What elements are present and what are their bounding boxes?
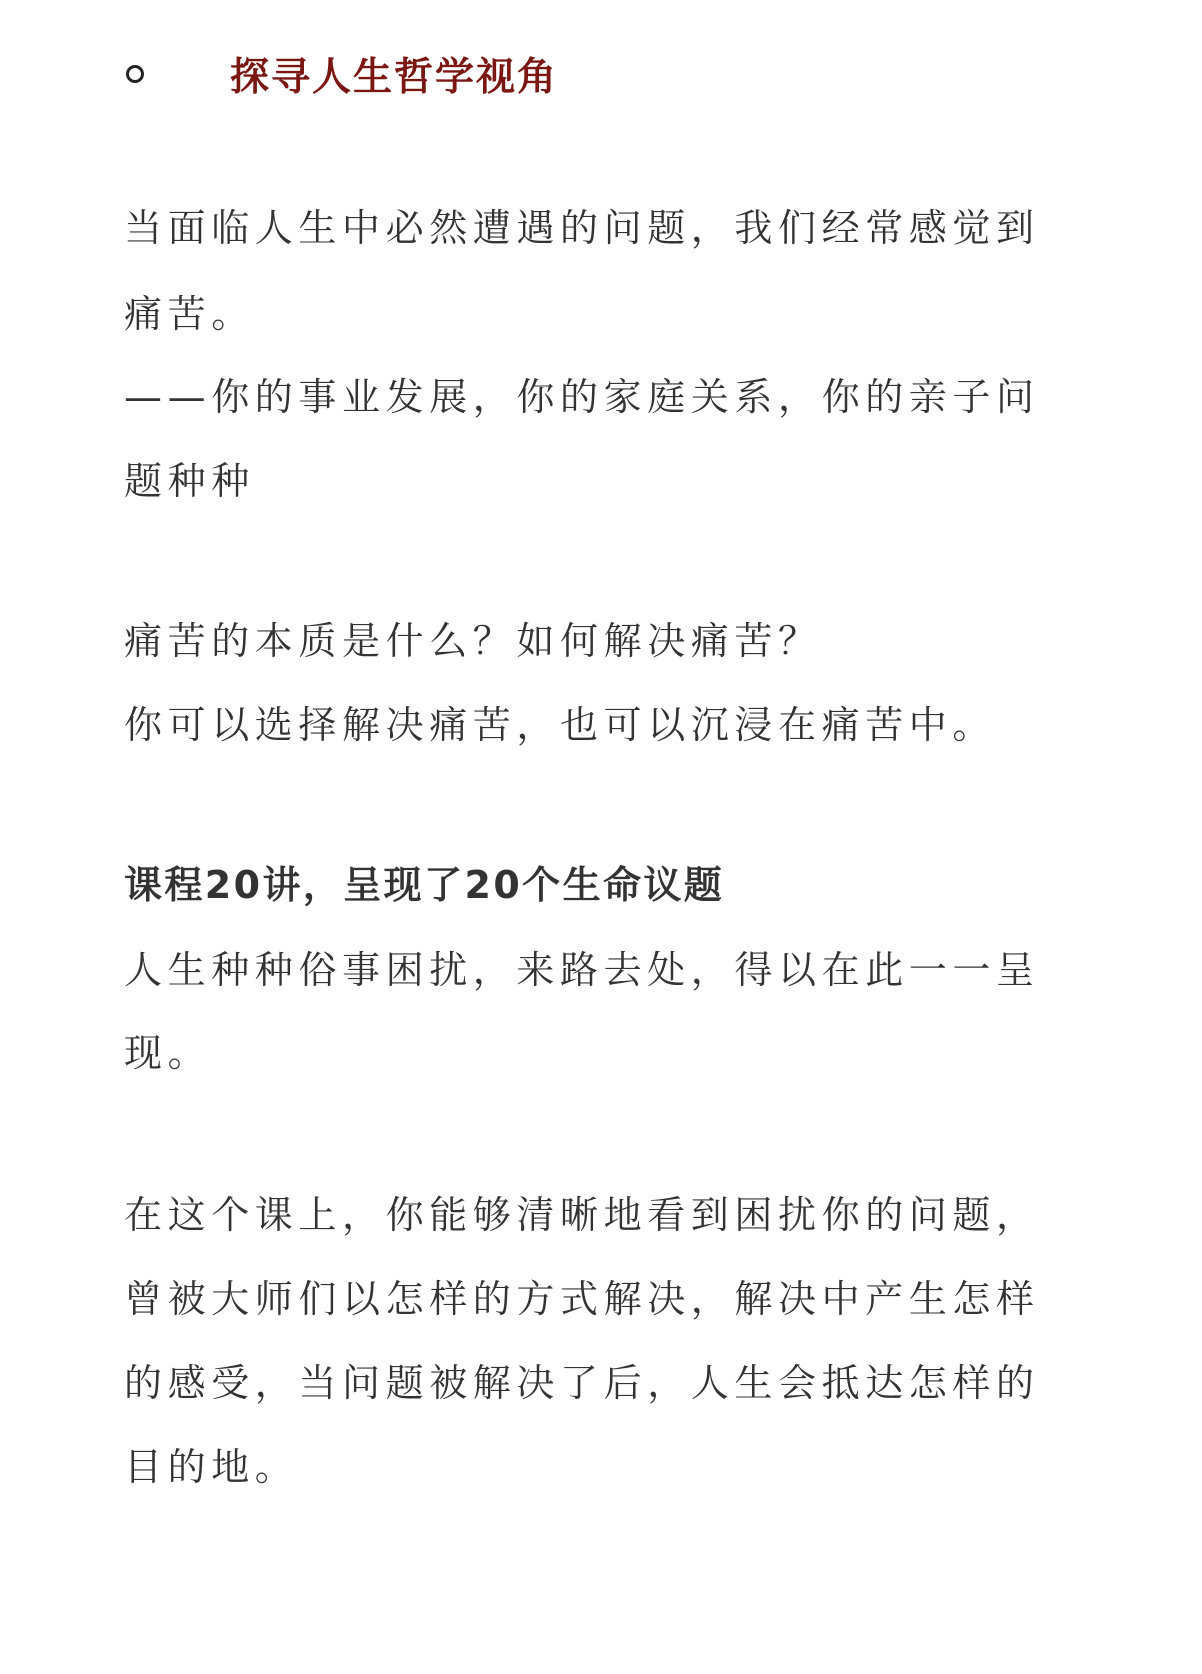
paragraph-4-line-2: 曾被大师们以怎样的方式解决，解决中产生怎样 (124, 1277, 1040, 1321)
section-heading (126, 42, 558, 106)
paragraph-1-line-2: 痛苦。 (124, 292, 255, 336)
hollow-circle-bullet-icon (126, 65, 144, 83)
paragraph-2-line-2: 你可以选择解决痛苦，也可以沉浸在痛苦中。 (124, 703, 997, 747)
paragraph-4-line-4: 目的地。 (124, 1445, 299, 1489)
paragraph-1-line-3: ——你的事业发展，你的家庭关系，你的亲子问 (124, 375, 1040, 419)
paragraph-3-line-2: 人生种种俗事困扰，来路去处，得以在此一一呈 (124, 948, 1040, 992)
paragraph-2-line-1: 痛苦的本质是什么？如何解决痛苦？ (124, 619, 822, 663)
paragraph-3-subheading: 课程20讲，呈现了20个生命议题 (124, 863, 725, 907)
paragraph-4-line-3: 的感受，当问题被解决了后，人生会抵达怎样的 (124, 1361, 1040, 1405)
paragraph-1-line-1: 当面临人生中必然遭遇的问题，我们经常感觉到 (124, 206, 1040, 250)
paragraph-4-line-1: 在这个课上，你能够清晰地看到困扰你的问题， (124, 1193, 1040, 1237)
paragraph-1-line-4: 题种种 (124, 459, 255, 503)
section-heading-text: 探寻人生哲学视角 (230, 55, 559, 100)
paragraph-3-line-3: 现。 (124, 1031, 212, 1075)
